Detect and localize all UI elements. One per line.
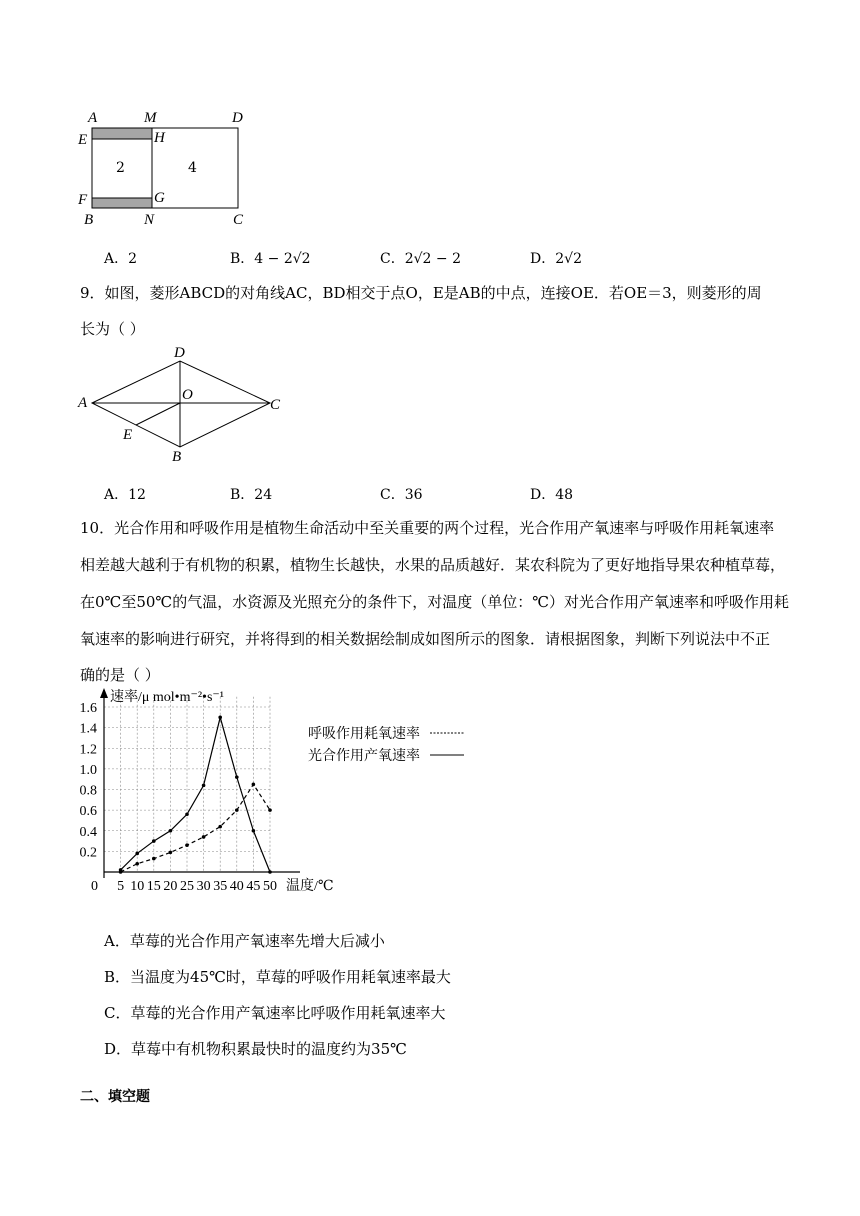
q8-option-a[interactable]: A．2 (104, 251, 138, 267)
y-tick-label: 0.8 (79, 783, 97, 799)
x-tick-label: 30 (196, 879, 211, 894)
label-C: C (270, 397, 281, 413)
q10-text-line4: 氧速率的影响进行研究，并将得到的相关数据绘制成如图所示的图象．请根据图象，判断下列说法中不正 (80, 630, 771, 648)
x-tick-label: 50 (263, 879, 277, 894)
q8-option-d[interactable]: D．2√2 (530, 251, 582, 267)
x-tick-label: 15 (146, 879, 161, 894)
shaded-strip-top (92, 128, 152, 139)
data-point-1 (218, 825, 222, 829)
y-axis-label: 速率/μ mol•m⁻²•s⁻¹ (110, 690, 224, 705)
x-tick-label: 40 (229, 879, 244, 894)
q10-text-line2: 相差越大越利于有机物的积累，植物生长越快，水果的品质越好．某农科院为了更好地指导果农种植草莓， (80, 556, 786, 574)
legend-label: 光合作用产氧速率 (308, 749, 420, 764)
x-tick-label: 10 (130, 879, 145, 894)
y-tick-label: 1.6 (79, 701, 97, 716)
figure-q8 (78, 110, 268, 235)
label-E: E (123, 427, 133, 443)
q9-option-a[interactable]: A．12 (104, 487, 146, 503)
data-point-0 (235, 775, 239, 779)
x-axis-label: 温度/℃ (286, 879, 334, 894)
q9-option-c[interactable]: C．36 (380, 487, 423, 503)
q10-text-line5: 确的是（ ） (80, 666, 160, 684)
q10-option-d[interactable]: D．草莓中有机物积累最快时的温度约为35℃ (104, 1040, 407, 1058)
data-point-1 (119, 870, 123, 874)
y-tick-label: 0.4 (79, 824, 97, 840)
q9-text-line1: 9．如图，菱形ABCD的对角线AC，BD相交于点O，E是AB的中点，连接OE．若OE＝3，则菱形的周 (80, 284, 762, 302)
data-point-0 (218, 716, 222, 720)
x-tick-label: 25 (180, 879, 194, 894)
figure-q9-rhombus (76, 345, 286, 470)
label-B: B (172, 449, 182, 465)
q10-text-line3: 在0℃至50℃的气温，水资源及光照充分的条件下，对温度（单位：℃）对光合作用产氧速率和呼吸作用耗 (80, 593, 789, 611)
data-point-1 (169, 851, 173, 855)
legend-label: 呼吸作用耗氧速率 (308, 727, 420, 742)
q9-option-b[interactable]: B．24 (230, 487, 273, 503)
y-tick-label: 1.2 (79, 742, 97, 758)
x-tick-label: 35 (213, 879, 228, 894)
label-C: C (233, 212, 244, 228)
data-point-1 (252, 783, 256, 787)
data-point-0 (135, 852, 139, 856)
data-point-1 (235, 808, 239, 812)
data-point-0 (152, 839, 156, 843)
label-A: A (88, 110, 98, 126)
label-D: D (174, 345, 185, 361)
region-label-4: 4 (188, 160, 197, 176)
y-tick-label: 1.4 (79, 721, 97, 737)
label-E: E (78, 132, 88, 148)
label-D: D (232, 110, 243, 126)
label-G: G (154, 190, 165, 206)
data-point-1 (202, 835, 206, 839)
data-point-1 (135, 862, 139, 866)
y-tick-label: 0.2 (79, 845, 97, 861)
label-A: A (78, 395, 88, 411)
q9-text-line2: 长为（ ） (80, 320, 145, 338)
label-N: N (144, 212, 155, 228)
label-F: F (78, 192, 88, 208)
q9-option-d[interactable]: D．48 (530, 487, 574, 503)
x-tick-label: 5 (117, 879, 125, 894)
data-point-0 (252, 829, 256, 833)
data-point-0 (268, 870, 272, 874)
data-point-0 (202, 784, 206, 788)
data-point-0 (185, 812, 189, 816)
q8-option-b[interactable]: B．4 − 2√2 (230, 251, 311, 267)
q10-text-line1: 10．光合作用和呼吸作用是植物生命活动中至关重要的两个过程，光合作用产氧速率与呼吸作用耗氧速率 (80, 519, 775, 537)
data-point-1 (185, 843, 189, 847)
origin-label: 0 (91, 879, 98, 894)
label-M: M (144, 110, 157, 126)
series-line-1 (121, 784, 270, 872)
section-title: 二、填空题 (80, 1089, 150, 1105)
label-B: B (84, 212, 94, 228)
x-tick-label: 45 (246, 879, 261, 894)
shaded-strip-bottom (92, 198, 152, 208)
q10-option-b[interactable]: B．当温度为45℃时，草莓的呼吸作用耗氧速率最大 (104, 968, 451, 986)
q8-option-c[interactable]: C．2√2 − 2 (380, 251, 461, 267)
y-tick-label: 0.6 (79, 804, 97, 820)
y-tick-label: 1.0 (79, 762, 97, 778)
label-O: O (182, 387, 193, 403)
rate-chart (76, 684, 476, 894)
label-H: H (154, 130, 165, 146)
x-tick-label: 20 (163, 879, 178, 894)
data-point-1 (152, 857, 156, 861)
q10-option-a[interactable]: A．草莓的光合作用产氧速率先增大后减小 (104, 932, 385, 950)
data-point-0 (169, 829, 173, 833)
region-label-2: 2 (116, 160, 125, 176)
series-line-0 (121, 717, 270, 872)
y-axis-arrow (100, 688, 108, 698)
data-point-1 (268, 808, 272, 812)
q10-option-c[interactable]: C．草莓的光合作用产氧速率比呼吸作用耗氧速率大 (104, 1004, 446, 1022)
